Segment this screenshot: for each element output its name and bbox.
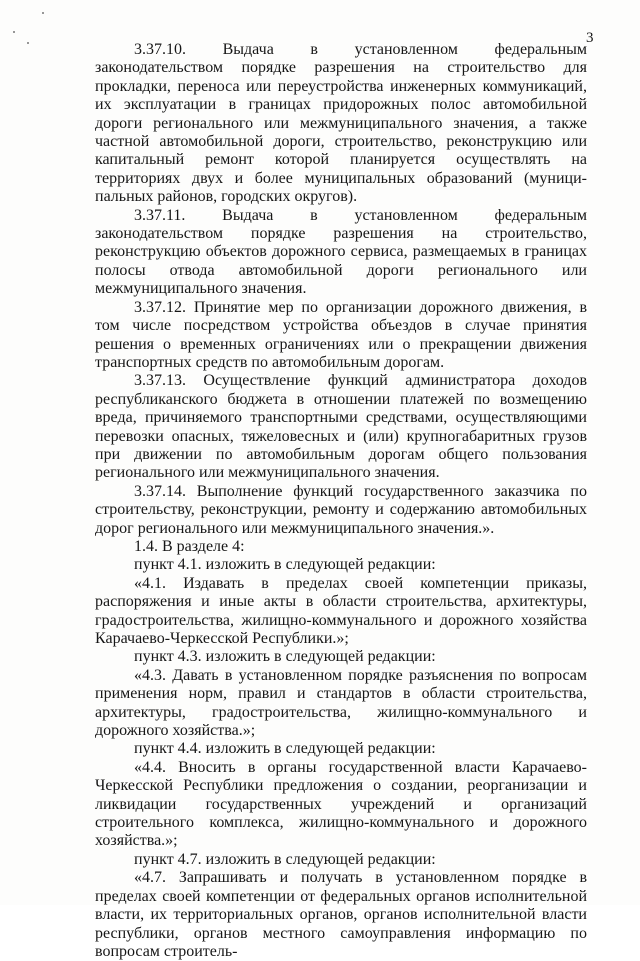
paragraph-3-37-10: 3.37.10. Выдача в установленном федеральным законодательством порядке разрешения на строительство для прокладки, переноса или переустройства инженерных коммуникаций, их эксплуатации в границах придорожных полос автомобильной дороги регионального или межмуниципального значения, а также частной автомобильной дороги, строительство, реконструкцию или капитальный ремонт которой планируется осуществлять на территориях двух и более муниципальных образований (муниципальных районов, городских округов).: [95, 41, 587, 206]
instruction-4-1: пункт 4.1. изложить в следующей редакции:: [134, 556, 436, 574]
paragraph-4-4: «4.4. Вносить в органы государственной власти Карачаево-Черкесской Республики предложения о создании, реорганизации и ликвидации государственных учреждений и организаций строительного комплекса, жилищно-коммунального и дорожного хозяйства.»;: [95, 758, 587, 850]
instruction-4-4: пункт 4.4. изложить в следующей редакции:: [134, 740, 436, 758]
scan-speck: [42, 12, 44, 14]
paragraph-4-3: «4.3. Давать в установленном порядке разъяснения по вопросам применения норм, правил и стандартов в области строительства, архитектуры, градостроительства, жилищно-коммунального и дорожного хозяйства.»;: [95, 666, 587, 740]
section-heading-1-4: 1.4. В разделе 4:: [134, 537, 245, 555]
page-number: 3: [586, 30, 594, 46]
scan-speck: [13, 31, 15, 33]
paragraph-4-7: «4.7. Запрашивать и получать в установленном порядке в пределах своей компетенции от федеральных органов исполнительной власти, их территориальных органов, органов исполнительной власти республики, органов местного самоуправления информацию по вопросам строитель-: [95, 869, 587, 960]
instruction-4-7: пункт 4.7. изложить в следующей редакции:: [134, 850, 436, 868]
document-body: [95, 41, 587, 961]
paragraph-3-37-12: 3.37.12. Принятие мер по организации дорожного движения, в том числе посредством устройства объездов в случае принятия решения о временных ограничениях или о прекращении движения транспортных средств по автомобильным дорогам.: [95, 298, 587, 371]
scan-speck: [27, 42, 29, 44]
instruction-4-3: пункт 4.3. изложить в следующей редакции:: [134, 648, 436, 666]
paragraph-4-1: «4.1. Издавать в пределах своей компетенции приказы, распоряжения и иные акты в области строительства, архитектуры, градостроительства, жилищно-коммунального и дорожного хозяйства Карачаево-Черкесской Республики.»;: [95, 574, 587, 647]
paragraph-3-37-11: 3.37.11. Выдача в установленном федеральным законодательством порядке разрешения на строительство, реконструкцию объектов дорожного сервиса, размещаемых в границах полосы отвода автомобильной дороги регионального или межмуниципального значения.: [95, 206, 587, 298]
paragraph-3-37-14: 3.37.14. Выполнение функций государственного заказчика по строительству, реконструкции, ремонту и содержанию автомобильных дорог регионального или межмуниципального значения.».: [95, 482, 587, 537]
paragraph-3-37-13: 3.37.13. Осуществление функций администратора доходов республиканского бюджета в отношении платежей по возмещению вреда, причиняемого транспортными средствами, осуществляющими перевозки опасных, тяжеловесных и (или) крупногабаритных грузов при движении по автомобильным дорогам общего пользования регионального или межмуниципального значения.: [95, 372, 587, 482]
